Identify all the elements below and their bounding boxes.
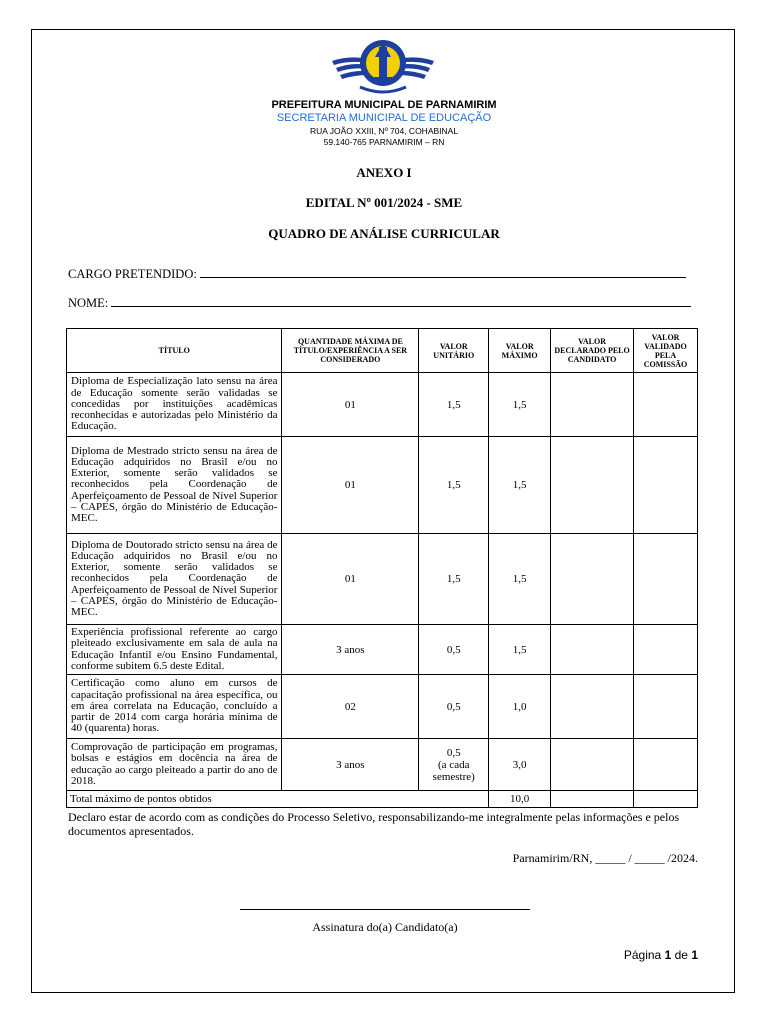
row-quantidade: 01: [282, 437, 419, 534]
row-valor-unitario: 1,5: [419, 373, 489, 437]
row-valor-maximo: 3,0: [489, 739, 551, 791]
cargo-blank-line[interactable]: [200, 266, 686, 278]
row-titulo: Diploma de Doutorado stricto sensu na área de Educação adquiridos no Brasil e/ou no Exterior, somente serão validados se reconhecidos pela Coordenação de Aperfeiçoamento de Pessoal de Nível Superior – CAPES, órgão do Ministério de Educação-MEC.: [67, 534, 282, 625]
nome-field: [68, 295, 691, 311]
table-row: [67, 437, 698, 534]
row-valor-validado-cell[interactable]: [634, 373, 698, 437]
row-valor-unitario: 1,5: [419, 437, 489, 534]
cargo-label: CARGO PRETENDIDO:: [68, 267, 197, 281]
header-valor-declarado: VALOR DECLARADO PELO CANDIDATO: [551, 329, 634, 373]
table-row: [67, 625, 698, 675]
row-quantidade: 3 anos: [282, 625, 419, 675]
row-quantidade: 02: [282, 675, 419, 739]
signature-label: Assinatura do(a) Candidato(a): [312, 920, 458, 934]
page-mid: de: [674, 948, 688, 962]
row-valor-declarado-cell[interactable]: [551, 625, 634, 675]
row-valor-validado-cell[interactable]: [634, 739, 698, 791]
nome-label: NOME:: [68, 296, 109, 310]
row-valor-validado-cell[interactable]: [634, 675, 698, 739]
row-valor-declarado-cell[interactable]: [551, 373, 634, 437]
row-valor-maximo: 1,5: [489, 373, 551, 437]
annex-title: ANEXO I: [356, 165, 412, 180]
row-valor-unitario: 0,5: [446, 746, 461, 759]
row-valor-maximo: 1,0: [489, 675, 551, 739]
date-line: Parnamirim/RN, _____ / _____ /2024.: [512, 851, 698, 865]
quadro-title: QUADRO DE ANÁLISE CURRICULAR: [268, 226, 500, 241]
row-titulo: Diploma de Especialização lato sensu na área de Educação somente serão validadas se concedidas por instituições acadêmicas reconhecidas e autorizadas pelo Ministério da Educação.: [67, 373, 282, 437]
row-valor-maximo: 1,5: [489, 437, 551, 534]
row-valor-declarado-cell[interactable]: [551, 739, 634, 791]
edital-title: EDITAL Nº 001/2024 - SME: [305, 195, 463, 210]
header-prefeitura: PREFEITURA MUNICIPAL DE PARNAMIRIM: [271, 99, 497, 111]
table-row: [67, 739, 698, 791]
municipal-emblem-logo: [330, 33, 436, 99]
page-prefix: Página: [623, 948, 662, 962]
row-valor-validado-cell[interactable]: [634, 625, 698, 675]
row-valor-declarado-cell[interactable]: [551, 437, 634, 534]
row-titulo: Diploma de Mestrado stricto sensu na área de Educação adquiridos no Brasil e/ou no Exterior, somente serão validados se reconhecidos pela Coordenação de Aperfeiçoamento de Pessoal de Nível Superior – CAPES, órgão do Ministério de Educação-MEC.: [67, 437, 282, 534]
cargo-field: [68, 266, 686, 282]
nome-blank-line[interactable]: [111, 295, 691, 307]
curricular-table: [66, 328, 698, 808]
row-valor-validado-cell[interactable]: [634, 534, 698, 625]
row-valor-declarado-cell[interactable]: [551, 675, 634, 739]
row-valor-maximo: 1,5: [489, 625, 551, 675]
table-header-row: [67, 329, 698, 373]
total-validado-cell[interactable]: [634, 791, 698, 808]
page-number: [624, 948, 698, 962]
total-declarado-cell[interactable]: [551, 791, 634, 808]
table-row: [67, 373, 698, 437]
row-titulo: Certificação como aluno em cursos de capacitação profissional na área específica, ou em área correlata na Educação, concluído a partir de 2014 com carga horária mínima de 40 (quarenta) horas.: [67, 675, 282, 739]
header-postal-code: 59.140-765 PARNAMIRIM – RN: [323, 137, 445, 147]
total-label: Total máximo de pontos obtidos: [67, 791, 489, 808]
table-row: [67, 534, 698, 625]
row-valor-unitario: 0,5: [419, 625, 489, 675]
row-titulo: Comprovação de participação em programas, bolsas e estágios em docência na área de educação ao cargo pleiteado a partir do ano de 2018.: [67, 739, 282, 791]
header-titulo: TÍTULO: [67, 329, 282, 373]
signature-line[interactable]: [240, 909, 530, 910]
row-valor-unitario-cell: [419, 739, 489, 791]
header-valor-unitario: VALOR UNITÁRIO: [419, 329, 489, 373]
row-quantidade: 01: [282, 373, 419, 437]
row-valor-validado-cell[interactable]: [634, 437, 698, 534]
row-valor-declarado-cell[interactable]: [551, 534, 634, 625]
row-titulo: Experiência profissional referente ao cargo pleiteado exclusivamente em sala de aula na Educação Infantil e/ou Ensino Fundamental, conforme subitem 6.5 deste Edital.: [67, 625, 282, 675]
header-secretaria: SECRETARIA MUNICIPAL DE EDUCAÇÃO: [276, 112, 492, 124]
page-current: 1: [664, 948, 672, 962]
table-row: [67, 675, 698, 739]
row-quantidade: 3 anos: [282, 739, 419, 791]
total-row: [67, 791, 698, 808]
header-address: RUA JOÃO XXIII, Nº 704, COHABINAL: [309, 126, 459, 136]
row-valor-unitario: 0,5: [419, 675, 489, 739]
header-quantidade: QUANTIDADE MÁXIMA DE TÍTULO/EXPERIÊNCIA A SER CONSIDERADO: [282, 329, 419, 373]
header-valor-validado: VALOR VALIDADO PELA COMISSÃO: [634, 329, 698, 373]
total-value: 10,0: [489, 791, 551, 808]
page-total: 1: [691, 948, 698, 962]
header-valor-maximo: VALOR MÁXIMO: [489, 329, 551, 373]
row-valor-maximo: 1,5: [489, 534, 551, 625]
row-valor-unitario: 1,5: [419, 534, 489, 625]
declaration-text: Declaro estar de acordo com as condições do Processo Seletivo, responsabilizando-me integralmente pelas informações e pelos documentos apresentados.: [68, 810, 680, 838]
row-valor-unitario-note: (a cada semestre): [432, 758, 475, 783]
row-quantidade: 01: [282, 534, 419, 625]
